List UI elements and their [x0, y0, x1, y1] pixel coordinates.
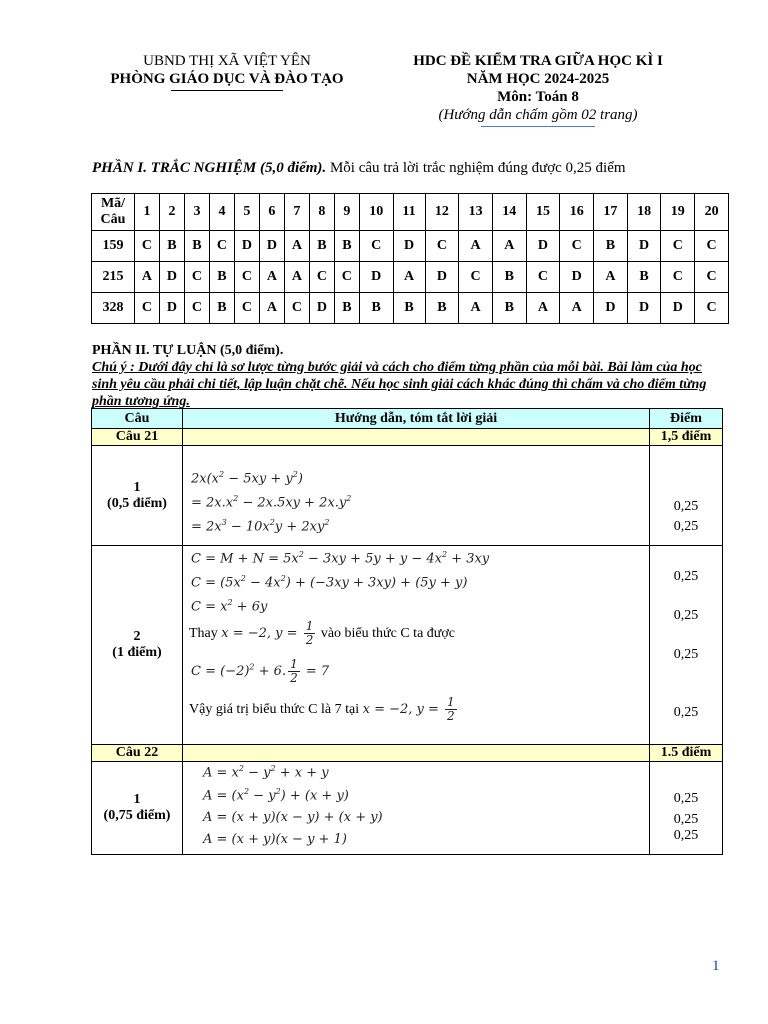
part2-title: PHẦN II. TỰ LUẬN (5,0 điểm).	[92, 343, 284, 358]
answer-cell: D	[159, 293, 184, 324]
answer-cell: A	[459, 293, 493, 324]
header-left-rule	[171, 90, 283, 91]
answer-cell: B	[159, 231, 184, 262]
answer-cell: B	[594, 231, 628, 262]
q22-part1-label	[92, 762, 183, 855]
q21-part1-label	[92, 446, 183, 546]
answer-cell: B	[309, 231, 334, 262]
solution-table	[91, 408, 723, 855]
answer-cell: D	[661, 293, 695, 324]
question-number: 14	[492, 194, 526, 231]
answer-row	[92, 262, 729, 293]
question-number: 4	[209, 194, 234, 231]
answer-cell: A	[284, 231, 309, 262]
answer-cell: D	[234, 231, 259, 262]
score-value: 0,25	[673, 499, 699, 514]
header-right	[382, 52, 694, 127]
score-value: 0,25	[673, 812, 699, 827]
header-right-rule	[481, 126, 595, 127]
q22-part1-number: 1	[133, 792, 141, 807]
answer-cell: B	[334, 293, 359, 324]
math-line: $C = (-2)^2 + 6$. $\frac{1}{2}$ = 7	[191, 657, 330, 685]
answer-cell: A	[259, 293, 284, 324]
answer-cell: A	[393, 262, 425, 293]
col-question-header: Câu	[92, 409, 183, 429]
answer-cell: C	[526, 262, 560, 293]
question-number: 20	[695, 194, 729, 231]
code-header-line2: Câu	[100, 212, 126, 227]
col-score-header: Điểm	[650, 409, 723, 429]
header-left	[92, 52, 362, 91]
score-value: 0,25	[673, 608, 699, 623]
code-header-line1: Mã/	[100, 196, 126, 211]
conclusion-text: Vậy giá trị biểu thức C là 7 tại	[189, 702, 363, 717]
math-line: A = (x + y)(x − y) + (x + y)	[203, 810, 383, 825]
math-line: $2x(x^2 - 5xy + y^2)$	[191, 470, 303, 487]
substitute-text: Thay	[189, 626, 222, 641]
answer-cell: B	[492, 293, 526, 324]
q22-part1-solution	[183, 762, 650, 855]
question-number: 15	[526, 194, 560, 231]
answer-cell: C	[309, 262, 334, 293]
part1-title	[92, 160, 626, 177]
answer-cell: C	[459, 262, 493, 293]
answer-cell: A	[526, 293, 560, 324]
score-value: 0,25	[673, 569, 699, 584]
score-value: 0,25	[673, 828, 699, 843]
answer-cell: A	[135, 262, 160, 293]
answer-cell: A	[284, 262, 309, 293]
answer-cell: B	[184, 231, 209, 262]
question-number: 19	[661, 194, 695, 231]
answer-cell: B	[492, 262, 526, 293]
q21-part1-solution	[183, 446, 650, 546]
part2-note: Chú ý : Dưới đây chỉ là sơ lược từng bước giải và cách cho điểm từng phần của mỗi bài. Bài làm của học sinh yêu cầu phải chi tiết, lập luận chặt chẽ. Nếu học sinh giải cách khác đúng thì chấm và cho điểm từng phần tương ứng.	[92, 360, 707, 409]
q22-part1-row	[92, 762, 723, 855]
answer-cell: C	[234, 262, 259, 293]
answer-cell: B	[209, 293, 234, 324]
math-line: $A = x^2 - y^2 + x + y$	[203, 764, 329, 781]
subject: Môn: Toán 8	[497, 89, 579, 105]
question-number: 16	[560, 194, 594, 231]
answer-cell: B	[627, 262, 661, 293]
question-22-row	[92, 745, 723, 762]
question-number: 7	[284, 194, 309, 231]
answer-cell: C	[425, 231, 459, 262]
conclusion-line	[189, 696, 459, 723]
q21-part2-label	[92, 546, 183, 745]
math-line: $C = x^2 + 6y$	[191, 598, 268, 615]
page-number: 1	[712, 958, 720, 974]
question-21-blank	[183, 429, 650, 446]
answer-cell: B	[334, 231, 359, 262]
q21-part1-row	[92, 446, 723, 546]
answer-cell: D	[526, 231, 560, 262]
answer-cell: C	[661, 262, 695, 293]
answer-cell: C	[560, 231, 594, 262]
math-line: $A = (x^2 - y^2) + (x + y)$	[203, 787, 349, 804]
district-name: UBND THỊ XÃ VIỆT YÊN	[143, 53, 311, 69]
exam-code: 159	[92, 231, 135, 262]
answer-cell: A	[492, 231, 526, 262]
math-line: = $2x^3 - 10x^2y + 2xy^2$	[191, 518, 330, 535]
question-number: 5	[234, 194, 259, 231]
question-number: 9	[334, 194, 359, 231]
question-21-row	[92, 429, 723, 446]
score-value: 0,25	[673, 647, 699, 662]
answer-row	[92, 293, 729, 324]
answer-cell: A	[594, 262, 628, 293]
question-number: 10	[359, 194, 393, 231]
page-count-note: (Hướng dẫn chấm gồm 02 trang)	[438, 107, 638, 123]
answer-cell: C	[209, 231, 234, 262]
answer-cell: D	[259, 231, 284, 262]
q21-part2-number: 2	[133, 629, 141, 644]
answer-cell: C	[135, 231, 160, 262]
question-21-label: Câu 21	[92, 429, 183, 446]
answer-cell: C	[284, 293, 309, 324]
score-value: 0,25	[673, 705, 699, 720]
q21-part1-number: 1	[133, 479, 141, 495]
answer-cell: C	[234, 293, 259, 324]
answer-cell: C	[184, 293, 209, 324]
answer-cell: C	[695, 231, 729, 262]
question-number: 18	[627, 194, 661, 231]
q21-part2-solution	[183, 546, 650, 745]
q21-part2-points: (1 điểm)	[112, 645, 162, 660]
answer-cell: D	[594, 293, 628, 324]
question-22-blank	[183, 745, 650, 762]
answer-cell: C	[661, 231, 695, 262]
answer-cell: C	[359, 231, 393, 262]
col-guide-header: Hướng dẫn, tóm tắt lời giải	[183, 409, 650, 429]
question-22-score: 1.5 điểm	[650, 745, 723, 762]
part1-title-bold: PHẦN I. TRẮC NGHIỆM (5,0 điểm).	[92, 160, 327, 176]
question-number: 11	[393, 194, 425, 231]
answer-cell: B	[393, 293, 425, 324]
question-number: 2	[159, 194, 184, 231]
answer-key-header-row	[92, 194, 729, 231]
department-name: PHÒNG GIÁO DỤC VÀ ĐÀO TẠO	[110, 71, 344, 87]
q21-part2-scores	[650, 546, 723, 745]
math-line: $C = (5x^2 - 4x^2) + (-3xy + 3xy) + (5y + y)$	[191, 574, 468, 591]
code-header-cell	[92, 194, 135, 231]
question-number: 8	[309, 194, 334, 231]
answer-cell: A	[560, 293, 594, 324]
question-number: 13	[459, 194, 493, 231]
question-number: 17	[594, 194, 628, 231]
substitute-line	[189, 620, 455, 647]
math-inline: x = −2, y = $\frac{1}{2}$	[221, 619, 314, 647]
math-line: $C = M + N = 5x^2 - 3xy + 5y + y - 4x^2 + 3xy$	[191, 550, 490, 567]
math-line: = $2x.x^2 - 2x.5xy + 2x.y^2$	[191, 494, 352, 511]
question-number: 1	[135, 194, 160, 231]
substitute-text-end: vào biểu thức C ta được	[317, 626, 455, 641]
answer-cell: D	[393, 231, 425, 262]
q22-part1-scores	[650, 762, 723, 855]
answer-cell: C	[135, 293, 160, 324]
answer-cell: B	[359, 293, 393, 324]
answer-cell: B	[425, 293, 459, 324]
answer-cell: D	[425, 262, 459, 293]
exam-code: 215	[92, 262, 135, 293]
answer-cell: D	[627, 293, 661, 324]
answer-cell: C	[184, 262, 209, 293]
part1-title-rest: Mỗi câu trả lời trắc nghiệm đúng được 0,25 điểm	[326, 160, 626, 176]
answer-cell: D	[309, 293, 334, 324]
doc-title: HDC ĐỀ KIỂM TRA GIỮA HỌC KÌ I	[413, 53, 663, 69]
question-number: 6	[259, 194, 284, 231]
question-21-score: 1,5 điểm	[650, 429, 723, 446]
q21-part1-scores	[650, 446, 723, 546]
score-value: 0,25	[673, 791, 699, 806]
answer-cell: C	[695, 293, 729, 324]
school-year: NĂM HỌC 2024-2025	[466, 71, 610, 87]
q21-part2-row	[92, 546, 723, 745]
exam-code: 328	[92, 293, 135, 324]
answer-cell: C	[695, 262, 729, 293]
answer-row	[92, 231, 729, 262]
answer-cell: D	[560, 262, 594, 293]
math-line: A = (x + y)(x − y + 1)	[203, 832, 347, 847]
answer-cell: D	[159, 262, 184, 293]
question-number: 12	[425, 194, 459, 231]
answer-cell: B	[209, 262, 234, 293]
answer-cell: A	[259, 262, 284, 293]
answer-cell: A	[459, 231, 493, 262]
q21-part1-points: (0,5 điểm)	[107, 495, 167, 511]
answer-cell: D	[359, 262, 393, 293]
question-22-label: Câu 22	[92, 745, 183, 762]
answer-key-table	[91, 193, 729, 324]
answer-cell: D	[627, 231, 661, 262]
math-inline: x = −2, y = $\frac{1}{2}$	[362, 695, 455, 723]
question-number: 3	[184, 194, 209, 231]
answer-cell: C	[334, 262, 359, 293]
score-value: 0,25	[673, 519, 699, 534]
q22-part1-points: (0,75 điểm)	[103, 808, 171, 823]
solution-header-row	[92, 409, 723, 429]
